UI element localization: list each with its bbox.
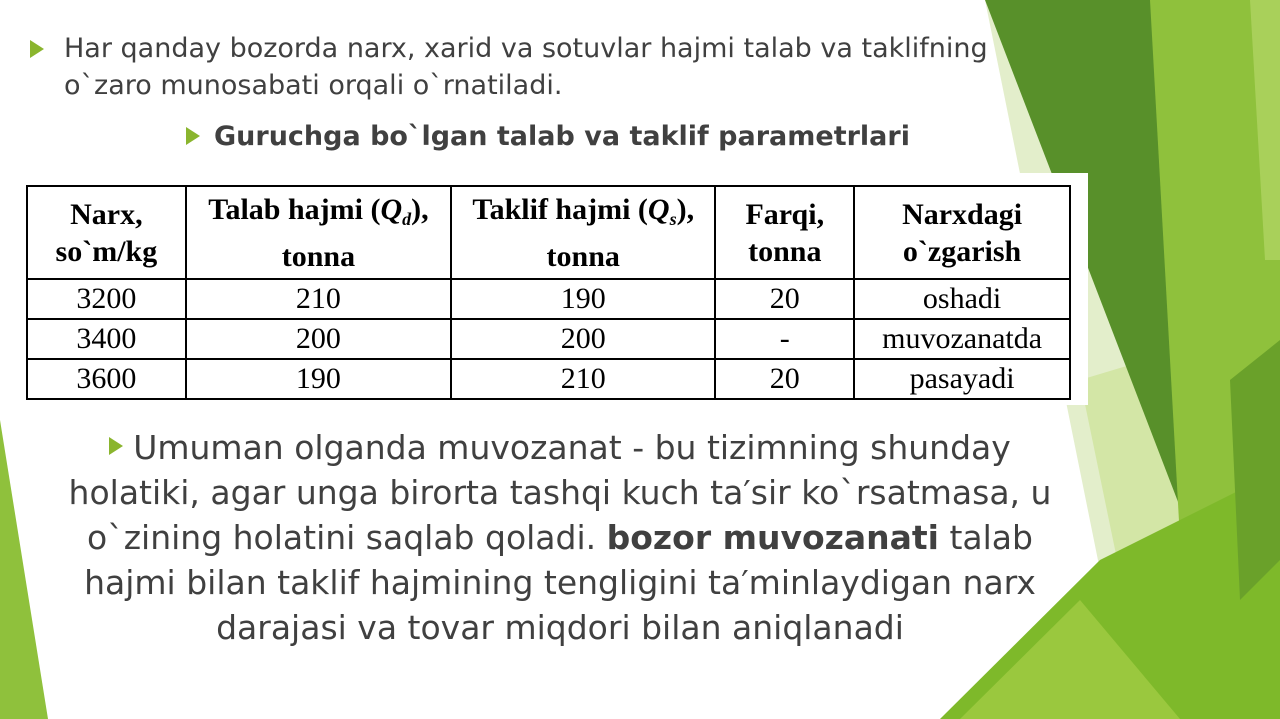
header-supply-volume: Taklif hajmi $(Q_s)$, tonna [451, 186, 715, 279]
rice-supply-demand-table [26, 185, 1071, 400]
cell-demand: 200 [186, 319, 451, 359]
equilibrium-paragraph [60, 425, 1060, 650]
table-row [27, 359, 1070, 399]
cell-difference: 20 [715, 359, 854, 399]
intro-text: Har qanday bozorda narx, xarid va sotuvlar hajmi talab va taklifning o`zaro munosabati orqali o`rnatiladi. [64, 33, 988, 101]
cell-price-change: pasayadi [854, 359, 1070, 399]
header-difference: Farqi, tonna [715, 186, 854, 279]
header-demand-volume: Talab hajmi $(Q_d)$, tonna [186, 186, 451, 279]
cell-price: 3600 [27, 359, 186, 399]
table-row [27, 279, 1070, 319]
cell-supply: 200 [451, 319, 715, 359]
intro-paragraph [30, 30, 1070, 104]
bullet-arrow-icon [109, 437, 123, 455]
table-title [186, 118, 910, 155]
cell-price: 3400 [27, 319, 186, 359]
cell-difference: 20 [715, 279, 854, 319]
equilibrium-text-part1: Umuman olganda muvozanat - bu tizimning shunday holatiki, agar unga birorta tashqi kuch ta′sir ko`rsatmasa, u o`zining holatini saqlab qoladi. [68, 428, 1052, 557]
green-shape-left-bottom [0, 420, 48, 719]
cell-supply: 210 [451, 359, 715, 399]
cell-price-change: muvozanatda [854, 319, 1070, 359]
cell-demand: 210 [186, 279, 451, 319]
cell-difference: - [715, 319, 854, 359]
table-container [14, 173, 1088, 405]
table-header-row [27, 186, 1070, 279]
cell-price-change: oshadi [854, 279, 1070, 319]
cell-supply: 190 [451, 279, 715, 319]
table-title-text: Guruchga bo`lgan talab va taklif parametrlari [214, 121, 910, 152]
bullet-arrow-icon [30, 40, 44, 58]
bullet-arrow-icon [186, 127, 200, 145]
table-row [27, 319, 1070, 359]
cell-demand: 190 [186, 359, 451, 399]
header-price-change: Narxdagi o`zgarish [854, 186, 1070, 279]
cell-price: 3200 [27, 279, 186, 319]
equilibrium-bold-term: bozor muvozanati [606, 518, 939, 557]
header-price: Narx, so`m/kg [27, 186, 186, 279]
equilibrium-text-part2: talab hajmi bilan taklif hajmining tengligini ta′minlaydigan narx darajasi va tovar miqdori bilan aniqlanadi [84, 518, 1036, 647]
